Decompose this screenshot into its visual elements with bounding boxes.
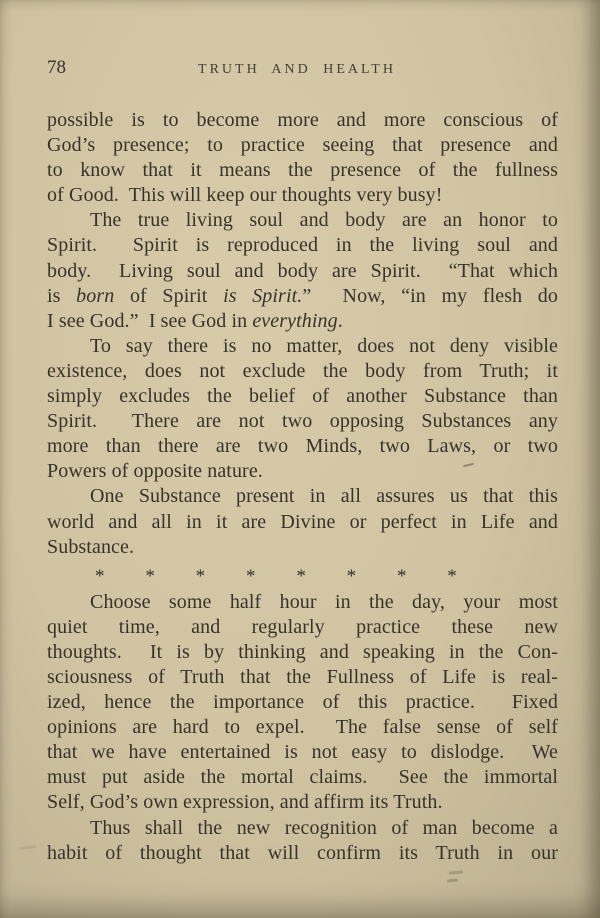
paragraph [47, 208, 558, 333]
paragraph [47, 590, 558, 816]
text-line: ized, hence the importance of this practice. Fixed [47, 691, 558, 714]
text-line: is born of Spirit is Spirit.” Now, “in my flesh do [47, 284, 558, 307]
asterisk-glyph: * [145, 566, 155, 588]
text-line: Substance. [47, 535, 135, 558]
text-line: Spirit. There are not two opposing Substances any [47, 410, 558, 433]
text-line: To say there is no matter, does not deny visible [90, 334, 558, 357]
text-line: thoughts. It is by thinking and speaking in the Con- [47, 640, 558, 663]
text-line: Thus shall the new recognition of man become a [90, 816, 558, 839]
text-line: that we have entertained is not easy to dislodge. We [47, 741, 558, 764]
text-line: simply excludes the belief of another Substance than [47, 385, 558, 408]
paragraph [47, 484, 558, 559]
scan-artifact [447, 879, 458, 882]
paragraph [47, 108, 558, 208]
text-line: must put aside the mortal claims. See the immortal [47, 766, 558, 789]
scan-artifact [20, 845, 36, 850]
running-head: TRUTH AND HEALTH [198, 62, 396, 77]
page-number: 78 [47, 57, 66, 78]
text-line: opinions are hard to expel. The false sense of self [47, 716, 558, 739]
text-line: existence, does not exclude the body from Truth; it [47, 359, 558, 382]
text-line: I see God.” I see God in everything. [47, 309, 343, 332]
text-line: quiet time, and regularly practice these new [47, 615, 558, 638]
paragraph [47, 816, 558, 866]
text-line: Self, God’s own expression, and affirm its Truth. [47, 791, 443, 814]
text-line: possible is to become more and more conscious of [47, 109, 558, 131]
text-line: Powers of opposite nature. [47, 460, 263, 483]
asterisk-glyph: * [95, 566, 105, 588]
text-line: God’s presence; to practice seeing that presence and [47, 134, 558, 157]
text-line: world and all in it are Divine or perfect in Life and [47, 510, 558, 533]
text-line: to know that it means the presence of the fullness [47, 159, 558, 182]
asterisk-glyph: * [447, 566, 457, 588]
text-line: more than there are two Minds, two Laws, or two [47, 435, 558, 458]
asterisk-glyph: * [346, 566, 357, 588]
scan-artifact [449, 870, 463, 874]
paragraph [47, 334, 558, 485]
asterisk-glyph: * [245, 566, 256, 588]
asterisk-glyph: * [396, 566, 407, 588]
text-line: Choose some half hour in the day, your most [90, 590, 558, 613]
text-line: habit of thought that will confirm its Truth in our [47, 841, 558, 864]
text-line: Spirit. Spirit is reproduced in the living soul and [47, 234, 558, 257]
text-line: of Good. This will keep our thoughts very busy! [47, 184, 443, 207]
text-line: sciousness of Truth that the Fullness of Life is real- [47, 665, 558, 688]
text-line: The true living soul and body are an honor to [90, 209, 558, 232]
asterisk-separator [95, 560, 457, 590]
asterisk-glyph: * [296, 566, 306, 588]
text-block [47, 108, 558, 866]
text-line: body. Living soul and body are Spirit. “That which [47, 259, 558, 282]
asterisk-glyph: * [195, 566, 206, 588]
text-line: One Substance present in all assures us that this [90, 485, 558, 508]
